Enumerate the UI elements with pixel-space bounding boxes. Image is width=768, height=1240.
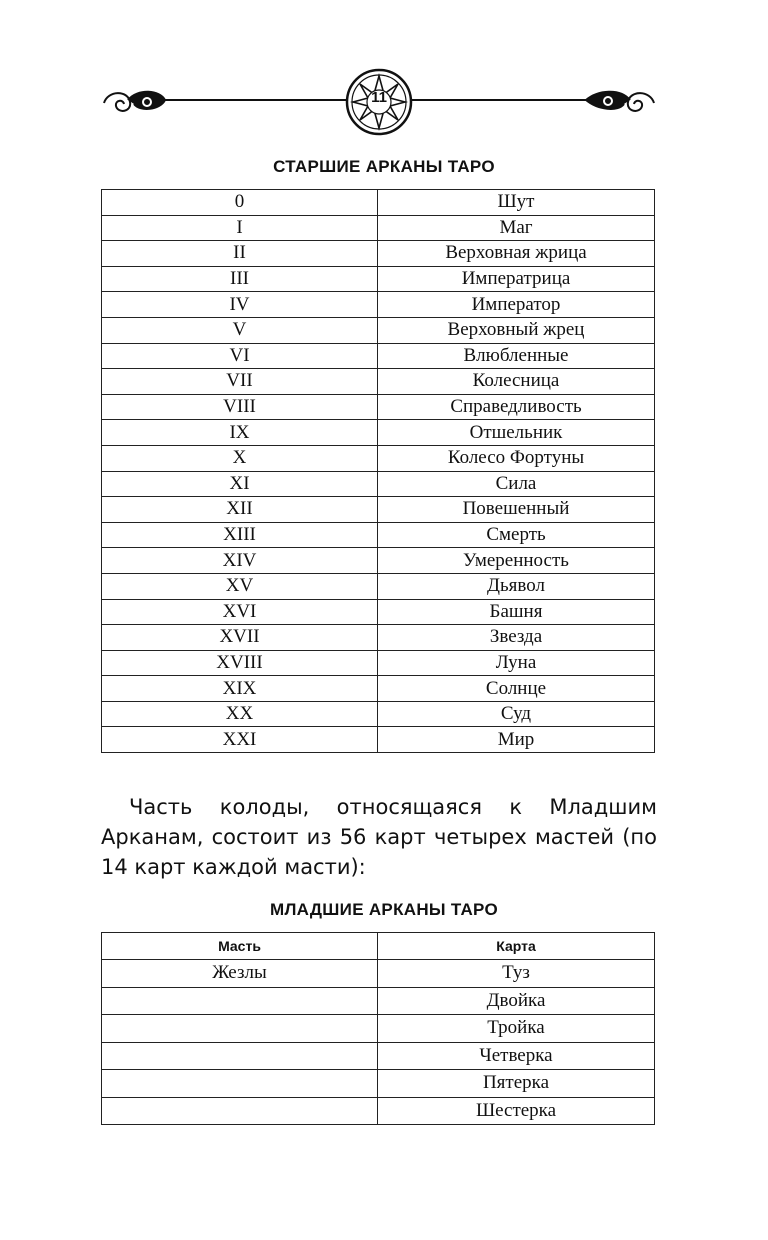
- major-arcana-table: [101, 189, 655, 753]
- table-cell-name: Сила: [378, 471, 655, 497]
- table-cell-numeral: XV: [102, 573, 378, 599]
- table-row: [102, 727, 655, 753]
- table-row: [102, 369, 655, 395]
- table-cell-name: Верховный жрец: [378, 317, 655, 343]
- header-suit: Масть: [102, 933, 378, 960]
- table-cell-numeral: V: [102, 317, 378, 343]
- body-paragraph-text: Часть колоды, относящаяся к Младшим Арканам, состоит из 56 карт четырех мастей (по 14 карт каждой масти):: [101, 795, 657, 879]
- table-row: [102, 1015, 655, 1043]
- table-row: [102, 266, 655, 292]
- table-cell-numeral: XXI: [102, 727, 378, 753]
- table-row: [102, 522, 655, 548]
- table-row: [102, 190, 655, 216]
- table-cell-name: Влюбленные: [378, 343, 655, 369]
- table-cell-numeral: II: [102, 241, 378, 267]
- table-row: [102, 573, 655, 599]
- minor-arcana-header-row: [102, 933, 655, 960]
- table-row: [102, 701, 655, 727]
- table-row: [102, 215, 655, 241]
- table-cell-suit: [102, 1097, 378, 1125]
- table-cell-name: Отшельник: [378, 420, 655, 446]
- table-cell-suit: [102, 1042, 378, 1070]
- table-cell-card: Четверка: [378, 1042, 655, 1070]
- minor-arcana-table: [101, 932, 655, 1125]
- page-number: 11: [371, 89, 387, 106]
- table-cell-numeral: XVIII: [102, 650, 378, 676]
- left-flourish-icon: [104, 92, 165, 111]
- table-cell-numeral: VIII: [102, 394, 378, 420]
- table-cell-numeral: XIX: [102, 676, 378, 702]
- table-cell-name: Луна: [378, 650, 655, 676]
- table-cell-suit: [102, 987, 378, 1015]
- table-row: [102, 241, 655, 267]
- header-card: Карта: [378, 933, 655, 960]
- table-row: [102, 625, 655, 651]
- table-cell-name: Мир: [378, 727, 655, 753]
- table-row: [102, 1070, 655, 1098]
- minor-arcana-table-body: [102, 960, 655, 1125]
- table-cell-card: Туз: [378, 960, 655, 988]
- table-row: [102, 960, 655, 988]
- table-cell-name: Императрица: [378, 266, 655, 292]
- table-cell-name: Маг: [378, 215, 655, 241]
- table-cell-name: Солнце: [378, 676, 655, 702]
- table-row: [102, 420, 655, 446]
- table-cell-numeral: XI: [102, 471, 378, 497]
- minor-arcana-title: МЛАДШИЕ АРКАНЫ ТАРО: [269, 900, 498, 919]
- table-cell-suit: [102, 1015, 378, 1043]
- table-cell-numeral: VI: [102, 343, 378, 369]
- table-cell-card: Двойка: [378, 987, 655, 1015]
- table-row: [102, 394, 655, 420]
- table-row: [102, 445, 655, 471]
- table-cell-card: Тройка: [378, 1015, 655, 1043]
- table-cell-numeral: XIV: [102, 548, 378, 574]
- table-row: [102, 676, 655, 702]
- table-cell-numeral: III: [102, 266, 378, 292]
- table-row: [102, 650, 655, 676]
- table-cell-name: Умеренность: [378, 548, 655, 574]
- table-cell-numeral: XVII: [102, 625, 378, 651]
- table-cell-name: Смерть: [378, 522, 655, 548]
- table-row: [102, 317, 655, 343]
- table-row: [102, 987, 655, 1015]
- table-cell-numeral: X: [102, 445, 378, 471]
- table-cell-name: Колесница: [378, 369, 655, 395]
- table-row: [102, 497, 655, 523]
- table-cell-name: Колесо Фортуны: [378, 445, 655, 471]
- table-cell-numeral: XIII: [102, 522, 378, 548]
- table-row: [102, 1097, 655, 1125]
- table-cell-numeral: IV: [102, 292, 378, 318]
- table-row: [102, 292, 655, 318]
- table-cell-numeral: XVI: [102, 599, 378, 625]
- table-row: [102, 548, 655, 574]
- right-flourish-icon: [586, 92, 654, 111]
- table-cell-card: Шестерка: [378, 1097, 655, 1125]
- table-cell-numeral: VII: [102, 369, 378, 395]
- table-cell-name: Дьявол: [378, 573, 655, 599]
- major-arcana-title: СТАРШИЕ АРКАНЫ ТАРО: [273, 157, 495, 176]
- page-header-ornament: [0, 60, 768, 150]
- table-cell-numeral: XX: [102, 701, 378, 727]
- table-cell-suit: Жезлы: [102, 960, 378, 988]
- table-row: [102, 1042, 655, 1070]
- table-cell-name: Император: [378, 292, 655, 318]
- table-cell-name: Шут: [378, 190, 655, 216]
- table-row: [102, 599, 655, 625]
- table-cell-numeral: IX: [102, 420, 378, 446]
- table-cell-card: Пятерка: [378, 1070, 655, 1098]
- table-cell-name: Звезда: [378, 625, 655, 651]
- table-cell-name: Суд: [378, 701, 655, 727]
- table-cell-numeral: 0: [102, 190, 378, 216]
- body-paragraph: [101, 792, 657, 882]
- table-cell-name: Повешенный: [378, 497, 655, 523]
- major-arcana-table-body: [102, 190, 655, 753]
- table-cell-name: Справедливость: [378, 394, 655, 420]
- table-cell-numeral: XII: [102, 497, 378, 523]
- table-row: [102, 471, 655, 497]
- table-row: [102, 343, 655, 369]
- table-cell-name: Башня: [378, 599, 655, 625]
- table-cell-numeral: I: [102, 215, 378, 241]
- table-cell-suit: [102, 1070, 378, 1098]
- table-cell-name: Верховная жрица: [378, 241, 655, 267]
